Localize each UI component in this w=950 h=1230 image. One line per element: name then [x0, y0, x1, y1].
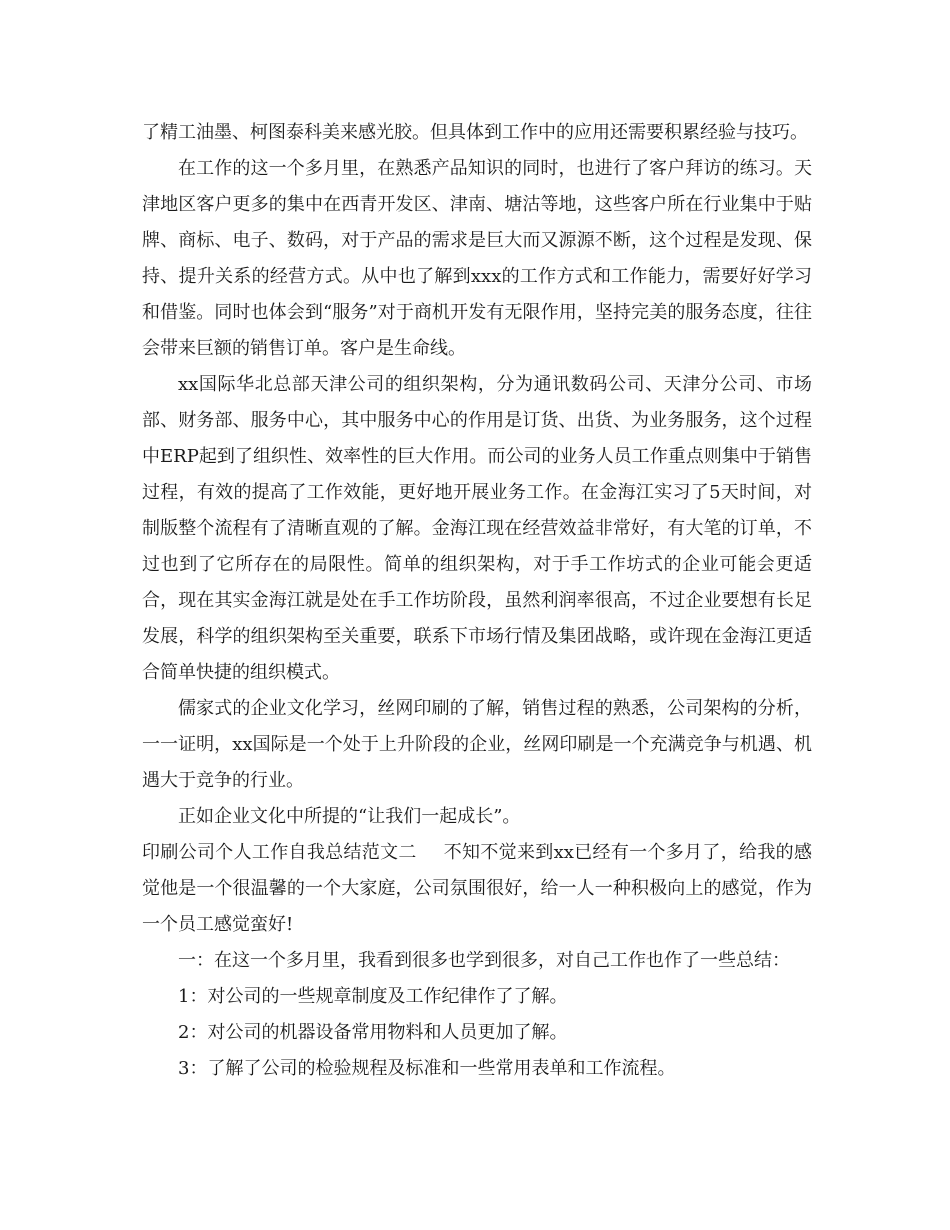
list-paragraph-intro: 一：在这一个多月里，我看到很多也学到很多，对自己工作也作了一些总结： [178, 950, 790, 971]
paragraph-4: 儒家式的企业文化学习，丝网印刷的了解，销售过程的熟悉，公司架构的分析，一一证明，xx国际是一个处于上升阶段的企业，丝网印刷是一个充满竞争与机遇、机遇大于竞争的行业。 [142, 698, 812, 791]
paragraph-3: xx国际华北总部天津公司的组织架构，分为通讯数码公司、天津分公司、市场部、财务部、服务中心，其中服务中心的作用是订货、出货、为业务服务，这个过程中ERP起到了组织性、效率性的巨大作用。而公司的业务人员工作重点则集中于销售过程，有效的提高了工作效能，更好地开展业务工作。在金海江实习了5天时间，对制版整个流程有了清晰直观的了解。金海江现在经营效益非常好，有大笔的订单，不过也到了它所存在的局限性。简单的组织架构，对于手工作坊式的企业可能会更适合，现在其实金海江就是处在手工作坊阶段，虽然利润率很高，不过企业要想有长足发展，科学的组织架构至关重要，联系下市场行情及集团战略，或许现在金海江更适合简单快捷的组织模式。 [142, 374, 812, 683]
section-2-paragraph [142, 835, 812, 943]
document-body [142, 115, 812, 1087]
paragraph-2: 在工作的这一个多月里，在熟悉产品知识的同时，也进行了客户拜访的练习。天津地区客户更多的集中在西青开发区、津南、塘沽等地，这些客户所在行业集中于贴牌、商标、电子、数码，对于产品的需求是巨大而又源源不断，这个过程是发现、保持、提升关系的经营方式。从中也了解到xxx的工作方式和工作能力，需要好好学习和借鉴。同时也体会到“服务”对于商机开发有无限作用，坚持完美的服务态度，往往会带来巨额的销售订单。客户是生命线。 [142, 158, 812, 359]
list-item-1: 1：对公司的一些规章制度及工作纪律作了了解。 [178, 986, 568, 1007]
section-2-heading: 印刷公司个人工作自我总结范文二 [142, 842, 417, 863]
paragraph-1: 了精工油墨、柯图泰科美来感光胶。但具体到工作中的应用还需要积累经验与技巧。 [142, 122, 808, 143]
list-item-2: 2：对公司的机器设备常用物料和人员更加了解。 [178, 1022, 568, 1043]
paragraph-5: 正如企业文化中所提的“让我们一起成长”。 [178, 806, 521, 827]
list-item-3: 3：了解了公司的检验规程及标准和一些常用表单和工作流程。 [178, 1058, 676, 1079]
section-2-text: 不知不觉来到xx已经有一个多月了，给我的感觉他是一个很温馨的一个大家庭，公司氛围很好，给一人一种积极向上的感觉，作为一个员工感觉蛮好! [142, 842, 812, 935]
